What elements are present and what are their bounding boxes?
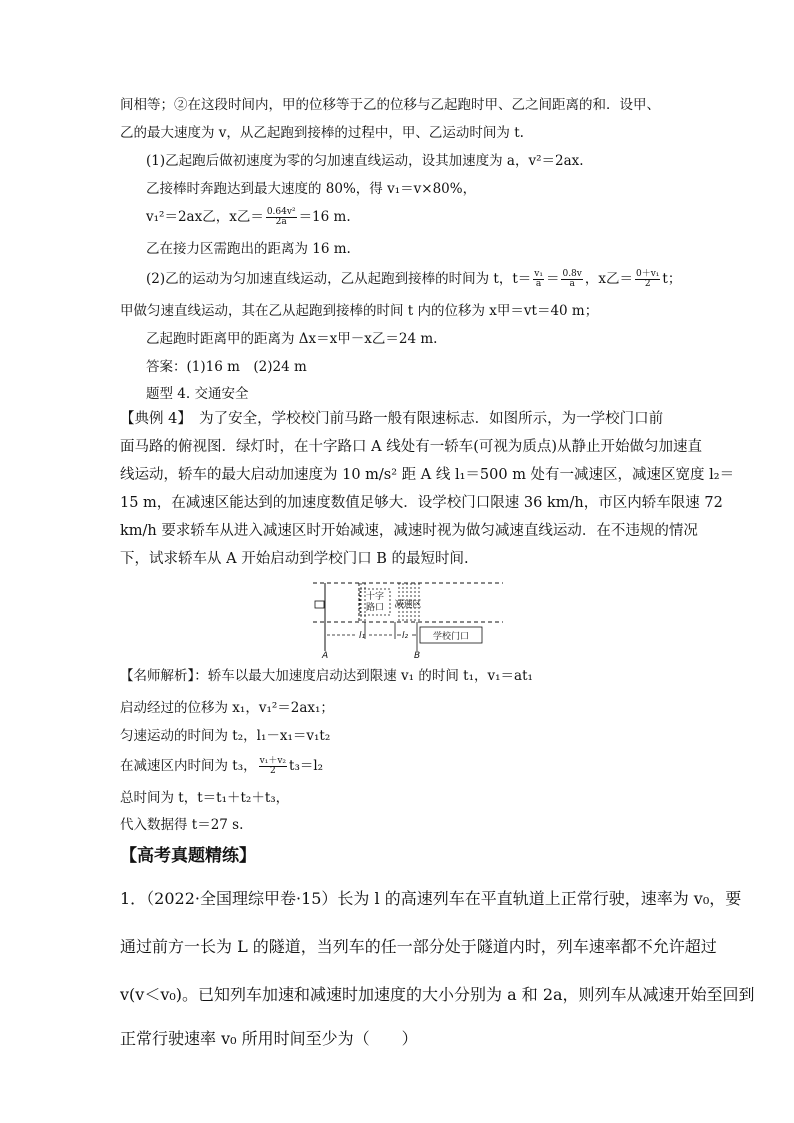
formula-text: ＝16 m. xyxy=(298,209,351,225)
formula-text: ，x乙＝ xyxy=(584,271,633,287)
l2-label: l₂ xyxy=(402,631,409,641)
formula-text: v₁²＝2ax乙，x乙＝ xyxy=(146,209,264,225)
label-b: B xyxy=(414,651,421,659)
fraction-numerator: 0.64v² xyxy=(266,207,296,217)
label-a: A xyxy=(322,651,329,659)
text-line: 间相等；②在这段时间内，甲的位移等于乙的位移与乙起跑时甲、乙之间距离的和．设甲、 xyxy=(120,97,660,113)
formula-text: (2)乙的运动为匀加速直线运动，乙从起跑到接棒的时间为 t，t＝ xyxy=(146,271,532,287)
fraction xyxy=(635,270,660,289)
fraction-denominator: 2 xyxy=(644,279,651,289)
solution-heading: 【名师解析】：轿车以最大加速度启动达到限速 v₁ 的时间 t₁，v₁＝at₁ xyxy=(120,668,533,684)
school-gate-label: 学校门口 xyxy=(432,632,470,642)
fraction-numerator: v₁ xyxy=(534,269,543,279)
road-diagram xyxy=(313,575,503,659)
text-line: 启动经过的位移为 x₁，v₁²＝2ax₁； xyxy=(120,700,334,716)
fraction xyxy=(561,270,582,289)
text-line: 面马路的俯视图．绿灯时，在十字路口 A 线处有一轿车(可视为质点)从静止开始做匀加速直 xyxy=(120,439,703,455)
l1-label: l₁ xyxy=(359,631,366,641)
formula-line xyxy=(146,270,681,289)
text-line: 通过前方一长为 L 的隧道，当列车的任一部分处于隧道内时，列车速率都不允许超过 xyxy=(120,937,717,956)
formula-line xyxy=(146,208,351,227)
formula-text: ＝ xyxy=(545,271,560,287)
crossroad-label-2: 路口 xyxy=(365,603,385,613)
fraction xyxy=(259,757,287,776)
text-line: 线运动，轿车的最大启动加速度为 10 m/s² 距 A 线 l₁＝500 m 处有一减速区，减速区宽度 l₂＝ xyxy=(120,467,735,483)
text-line: 乙的最大速度为 v，从乙起跑到接棒的过程中，甲、乙运动时间为 t. xyxy=(120,125,524,141)
fraction-denominator: a xyxy=(569,279,575,289)
slow-zone-label: 减速区 xyxy=(394,600,422,610)
fraction xyxy=(533,270,544,289)
text-line: 下，试求轿车从 A 开始启动到学校门口 B 的最短时间. xyxy=(120,551,469,567)
fraction-numerator: v₁＋v₂ xyxy=(259,756,287,766)
fraction-numerator: 0.8v xyxy=(562,269,582,279)
text-line: 乙起跑时距离甲的距离为 Δx＝x甲－x乙＝24 m. xyxy=(146,331,438,347)
answer-line: 答案：(1)16 m (2)24 m xyxy=(146,359,307,375)
text-line: 匀速运动的时间为 t₂，l₁－x₁＝v₁t₂ xyxy=(120,728,331,744)
formula-text: 在减速区内时间为 t₃， xyxy=(120,758,257,774)
text-line: v(v＜v₀)。已知列车加速和减速时加速度的大小分别为 a 和 2a，则列车从减速开始至回到 xyxy=(120,985,755,1004)
formula-text: t； xyxy=(662,271,682,287)
text-line: 代入数据得 t＝27 s. xyxy=(120,817,244,833)
formula-text: t₃＝l₂ xyxy=(289,758,324,774)
crossroad-label-1: 十字 xyxy=(365,592,385,602)
text-line: km/h 要求轿车从进入减速区时开始减速，减速时视为做匀减速直线运动．在不违规的情况 xyxy=(120,523,698,539)
fraction-denominator: a xyxy=(535,279,542,289)
text-line: 甲做匀速直线运动，其在乙从起跑到接棒的时间 t 内的位移为 x甲＝vt＝40 m； xyxy=(120,303,599,319)
fraction-denominator: 2 xyxy=(269,766,276,776)
formula-line xyxy=(120,757,323,776)
car-icon xyxy=(315,601,324,608)
text-line: 乙在接力区需跑出的距离为 16 m. xyxy=(146,241,351,257)
fraction-denominator: 2a xyxy=(275,217,287,227)
fraction xyxy=(266,208,297,227)
text-line: 正常行驶速率 v₀ 所用时间至少为（ ） xyxy=(120,1029,418,1048)
text-line: (1)乙起跑后做初速度为零的匀加速直线运动，设其加速度为 a，v²＝2ax. xyxy=(146,153,584,169)
type-heading: 题型 4. 交通安全 xyxy=(146,386,249,402)
section-heading: 【高考真题精练】 xyxy=(120,846,256,866)
text-line: 1．（2022·全国理综甲卷·15）长为 l 的高速列车在平直轨道上正常行驶，速率为 v₀，要 xyxy=(120,889,742,908)
text-line: 乙接棒时奔跑达到最大速度的 80%，得 v₁＝v×80%， xyxy=(146,181,477,197)
text-line: 15 m，在减速区能达到的加速度数值足够大．设学校门口限速 36 km/h，市区内轿车限速 72 xyxy=(120,495,723,511)
text-line: 【典例 4】 为了安全，学校校门前马路一般有限速标志．如图所示，为一学校门口前 xyxy=(120,411,664,427)
fraction-numerator: 0＋v₁ xyxy=(636,269,660,279)
text-line: 总时间为 t，t＝t₁＋t₂＋t₃， xyxy=(120,790,290,806)
